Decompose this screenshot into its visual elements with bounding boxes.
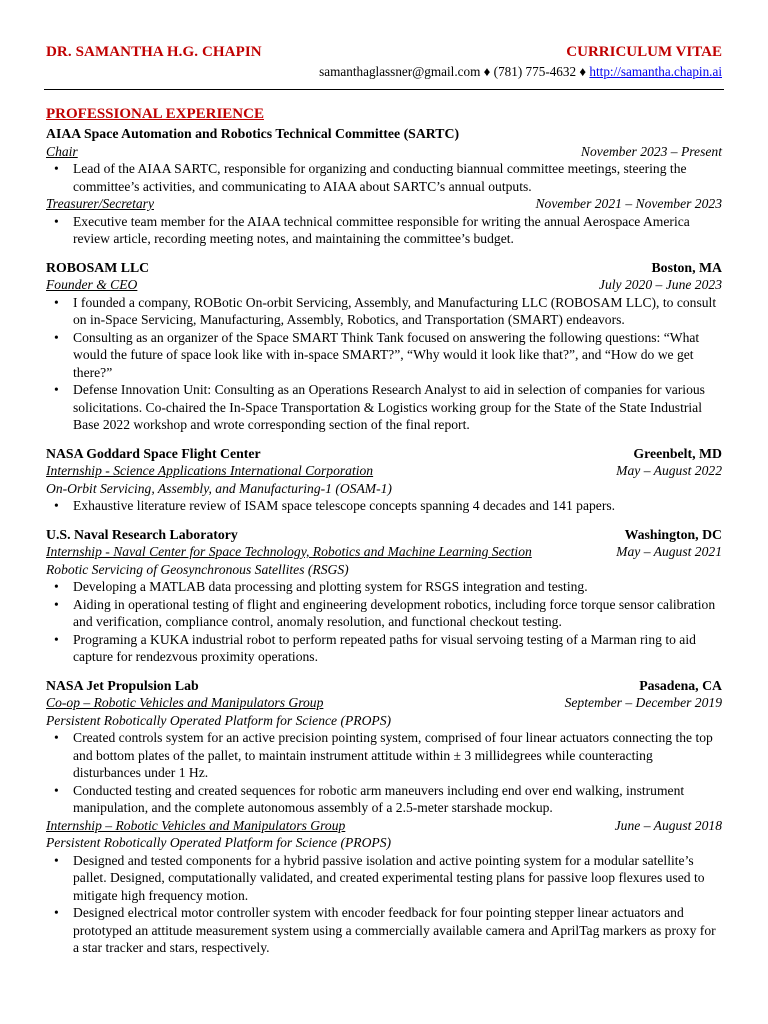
bullet-item: • Lead of the AIAA SARTC, responsible for organizing and conducting biannual committee meetings, steering the committee’s activities, and communicating to AIAA about SARTC’s annual outputs. bbox=[46, 160, 722, 195]
role-line bbox=[46, 462, 722, 480]
role-line bbox=[46, 694, 722, 712]
role-dates: July 2020 – June 2023 bbox=[598, 277, 722, 292]
separator-diamond: ♦ bbox=[480, 64, 494, 79]
document-label: CURRICULUM VITAE bbox=[566, 44, 722, 60]
website-link[interactable]: http://samantha.chapin.ai bbox=[589, 64, 722, 79]
role-dates: June – August 2018 bbox=[614, 817, 722, 833]
role-dates: May – August 2022 bbox=[616, 463, 722, 478]
bullet-list bbox=[46, 729, 722, 817]
location: Pasadena, CA bbox=[639, 677, 722, 693]
role-title: Co-op – Robotic Vehicles and Manipulators Group bbox=[46, 695, 324, 710]
role-title: Founder & CEO bbox=[46, 277, 138, 292]
contact-line bbox=[319, 64, 722, 80]
project-name: Robotic Servicing of Geosynchronous Satellites (RSGS) bbox=[46, 561, 349, 577]
role-title: Internship - Naval Center for Space Technology, Robotics and Machine Learning Section bbox=[46, 544, 532, 559]
bullet-list bbox=[46, 497, 722, 515]
role-dates: September – December 2019 bbox=[564, 695, 722, 710]
separator-diamond: ♦ bbox=[576, 64, 590, 79]
role-line bbox=[46, 195, 722, 213]
organization-name: ROBOSAM LLC bbox=[46, 259, 150, 275]
location: Washington, DC bbox=[624, 526, 722, 542]
bullet-list bbox=[46, 578, 722, 666]
bullet-list bbox=[46, 213, 722, 248]
bullet-item: • Exhaustive literature review of ISAM space telescope concepts spanning 4 decades and 141 papers. bbox=[46, 497, 722, 515]
section-heading: PROFESSIONAL EXPERIENCE bbox=[46, 106, 264, 122]
project-name: Persistent Robotically Operated Platform for Science (PROPS) bbox=[46, 835, 392, 850]
organization-name: AIAA Space Automation and Robotics Technical Committee (SARTC) bbox=[46, 126, 460, 141]
experience-entry bbox=[46, 125, 722, 248]
role-dates: November 2023 – Present bbox=[580, 143, 722, 159]
organization-line bbox=[46, 259, 722, 277]
experience-entry bbox=[46, 677, 722, 957]
experience-entry bbox=[46, 445, 722, 515]
bullet-list bbox=[46, 294, 722, 434]
experience-entry bbox=[46, 259, 722, 434]
bullet-item: • Consulting as an organizer of the Space SMART Think Tank focused on answering the following questions: “What would the future of space look like with in-space SMART?”, “Why would it look like that?”, and “How do we get there?” bbox=[46, 329, 722, 382]
role-dates: May – August 2021 bbox=[616, 544, 722, 559]
location: Boston, MA bbox=[651, 259, 722, 275]
experience-entry bbox=[46, 526, 722, 666]
role-title: Chair bbox=[46, 143, 78, 159]
organization-line bbox=[46, 125, 722, 143]
bullet-item: • Conducted testing and created sequences for robotic arm maneuvers including end over end walking, instrument manipulation, and the complete autonomous assembly of a 2.5-meter starshade mockup. bbox=[46, 782, 722, 817]
role-line bbox=[46, 543, 722, 561]
bullet-item: • I founded a company, ROBotic On-orbit Servicing, Assembly, and Manufacturing LLC (ROBOSAM LLC), to consult on in-Space Servicing, Manufacturing, Assembly, Robotics, and Transportation (SMART) endeavors. bbox=[46, 294, 722, 329]
organization-line bbox=[46, 445, 722, 463]
bullet-list bbox=[46, 160, 722, 195]
author-name: DR. SAMANTHA H.G. CHAPIN bbox=[46, 44, 262, 60]
organization-name: NASA Jet Propulsion Lab bbox=[46, 677, 199, 693]
project-name: On-Orbit Servicing, Assembly, and Manufacturing-1 (OSAM-1) bbox=[46, 480, 392, 496]
role-title: Internship - Science Applications International Corporation bbox=[46, 463, 374, 478]
project-name: Persistent Robotically Operated Platform for Science (PROPS) bbox=[46, 712, 392, 728]
header-divider bbox=[44, 89, 724, 90]
organization-name: NASA Goddard Space Flight Center bbox=[46, 445, 261, 461]
organization-line bbox=[46, 526, 722, 544]
bullet-item: • Designed electrical motor controller system with encoder feedback for four pointing stepper linear actuators and prototyped an attitude measurement system using a commercially available camera and AprilTag markers as proxy for a star tracker and stars, respectively. bbox=[46, 904, 722, 957]
bullet-list bbox=[46, 852, 722, 957]
bullet-item: • Programing a KUKA industrial robot to perform repeated paths for visual servoing testing of a Marman ring to aid capture for rendezvous proximity operations. bbox=[46, 631, 722, 666]
role-line bbox=[46, 276, 722, 294]
bullet-item: • Created controls system for an active precision pointing system, comprised of four linear actuators connecting the top and bottom plates of the pallet, to maintain instrument attitude within ± 3 millidegrees while counteracting disturbances under 1 Hz. bbox=[46, 729, 722, 782]
location: Greenbelt, MD bbox=[633, 445, 722, 461]
role-line bbox=[46, 143, 722, 161]
bullet-item: • Developing a MATLAB data processing and plotting system for RSGS integration and testing. bbox=[46, 578, 722, 596]
role-line bbox=[46, 817, 722, 835]
organization-name: U.S. Naval Research Laboratory bbox=[46, 526, 238, 542]
email-text: samanthaglassner@gmail.com bbox=[319, 64, 481, 79]
phone-text: (781) 775-4632 bbox=[493, 64, 577, 79]
bullet-item: • Defense Innovation Unit: Consulting as an Operations Research Analyst to aid in selection of companies for various solicitations. Co-chaired the In-Space Transportation & Logistics working group for the State of the State Industrial Base 2022 workshop and wrote corresponding section of the final report. bbox=[46, 381, 722, 434]
experience-list bbox=[46, 125, 722, 957]
role-title: Internship – Robotic Vehicles and Manipulators Group bbox=[46, 817, 346, 833]
bullet-item: • Executive team member for the AIAA technical committee responsible for writing the annual Aerospace America review article, recording meeting notes, and maintaining the committee’s budget. bbox=[46, 213, 722, 248]
role-dates: November 2021 – November 2023 bbox=[535, 196, 722, 211]
organization-line bbox=[46, 677, 722, 695]
bullet-item: • Designed and tested components for a hybrid passive isolation and active pointing system for a modular satellite’s pallet. Designed, computationally validated, and created experimental testing plans for passive loop flexures used to mitigate high frequency motion. bbox=[46, 852, 722, 905]
role-title: Treasurer/Secretary bbox=[46, 196, 154, 211]
bullet-item: • Aiding in operational testing of flight and engineering development robotics, including force torque sensor calibration and verification, compliance control, anomaly resolution, and functional checkout testing. bbox=[46, 596, 722, 631]
